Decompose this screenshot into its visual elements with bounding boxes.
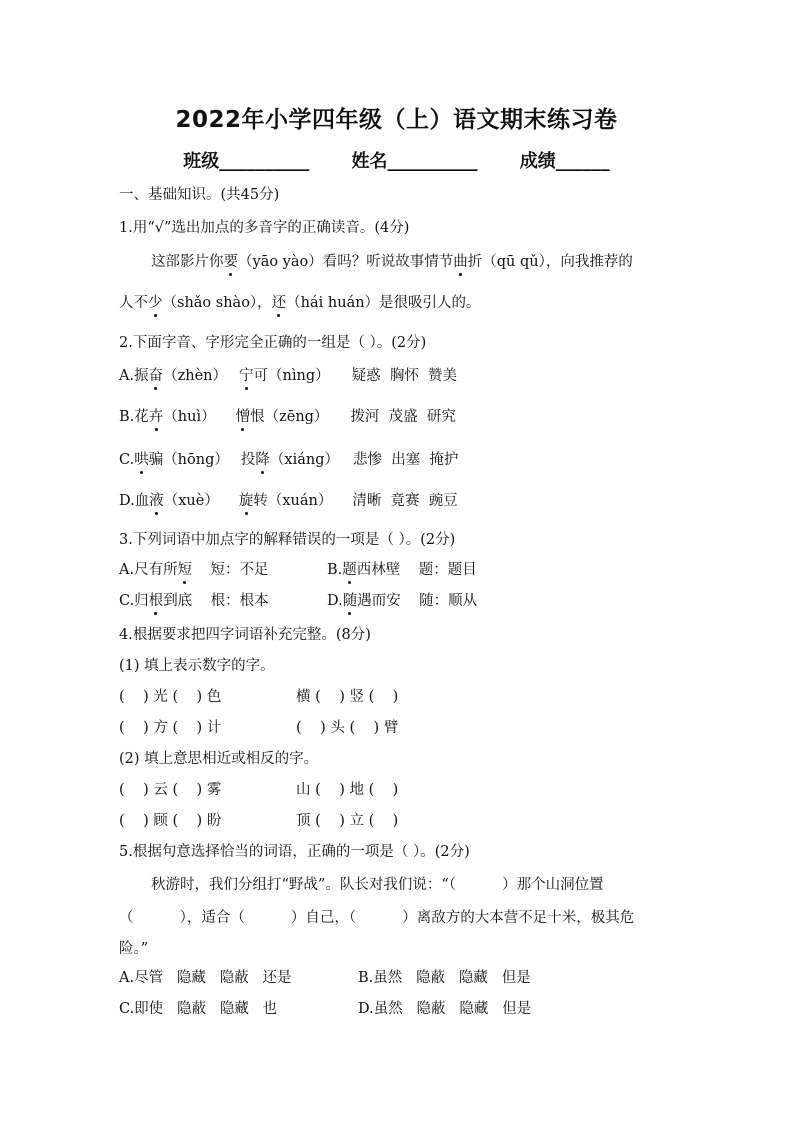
q3-option-d[interactable]: D.随遇而安 随：顺从 [327, 589, 477, 610]
q4-blank-row4-left[interactable]: ( ) 顾 ( ) 盼 [119, 813, 222, 829]
q5-paragraph-line2: （ ），适合（ ）自己，（ ）离敌方的大本营不足十米，极其危 [119, 910, 635, 926]
q5-option-d[interactable]: D.虽然 隐蔽 隐藏 但是 [358, 1001, 532, 1017]
q5-stem: 5.根据句意选择恰当的词语，正确的一项是（ ）。(2分) [119, 844, 470, 860]
dotted-char: 题 [342, 558, 357, 579]
q5-paragraph-line3: 险。” [119, 941, 149, 957]
q2-stem: 2.下面字音、字形完全正确的一组是（ ）。(2分) [119, 335, 427, 351]
q4-blank-row2-right[interactable]: ( ) 头 ( ) 臂 [296, 720, 399, 736]
dotted-char: 宁 [239, 364, 254, 385]
dotted-char: 哄 [134, 448, 149, 469]
q4-stem: 4.根据要求把四字词语补充完整。(8分) [119, 627, 371, 643]
q3-option-c[interactable]: C.归根到底 根：根本 [119, 589, 269, 610]
dotted-char: 曲 [453, 250, 468, 271]
student-info-row [0, 147, 793, 173]
section-heading: 一、基础知识。(共45分) [119, 187, 280, 203]
dotted-char: 旋 [239, 489, 254, 510]
q5-option-c[interactable]: C.即使 隐蔽 隐藏 也 [119, 1001, 278, 1017]
q1-stem: 1.用“√”选出加点的多音字的正确读音。(4分) [119, 220, 410, 236]
dotted-char: 液 [149, 489, 164, 510]
dotted-char: 要 [224, 250, 239, 271]
score-field[interactable]: 成绩______ [519, 151, 610, 172]
q3-option-b[interactable]: B.题西林壁 题：题目 [327, 558, 477, 579]
exam-title: 2022年小学四年级（上）语文期末练习卷 [175, 107, 618, 133]
q4-sub2: (2) 填上意思相近或相反的字。 [119, 751, 319, 767]
q2-option-b[interactable]: B.花卉（huì） 憎恨（zēng） 拨河 茂盛 研究 [119, 405, 456, 426]
q4-blank-row1-left[interactable]: ( ) 光 ( ) 色 [119, 689, 222, 705]
dotted-char: 降 [255, 448, 270, 469]
q5-option-b[interactable]: B.虽然 隐蔽 隐藏 但是 [358, 970, 531, 986]
dotted-char: 憎 [236, 405, 251, 426]
dotted-char: 卉 [149, 405, 164, 426]
q5-paragraph-line1: 秋游时，我们分组打“野战”。队长对我们说：“（ ）那个山洞位置 [151, 877, 604, 893]
q4-blank-row3-left[interactable]: ( ) 云 ( ) 雾 [119, 782, 222, 798]
q2-option-a[interactable]: A.振奋（zhèn） 宁可（nìng） 疑惑 胸怀 赞美 [119, 364, 457, 385]
q3-option-a[interactable]: A.尺有所短 短：不足 [119, 558, 269, 579]
q2-option-c[interactable]: C.哄骗（hōng） 投降（xiáng） 悲惨 出塞 掩护 [119, 448, 458, 469]
class-field[interactable]: 班级__________ [183, 151, 310, 172]
q4-blank-row4-right[interactable]: 顶 ( ) 立 ( ) [296, 813, 399, 829]
q1-paragraph-line1: 这部影片你要（yāo yào）看吗？听说故事情节曲折（qū qǔ），向我推荐的 [151, 250, 633, 271]
q3-stem: 3.下列词语中加点字的解释错误的一项是（ ）。(2分) [119, 532, 456, 548]
q4-blank-row2-left[interactable]: ( ) 方 ( ) 计 [119, 720, 222, 736]
q4-blank-row1-right[interactable]: 横 ( ) 竖 ( ) [296, 689, 399, 705]
dotted-char: 随 [343, 589, 358, 610]
dotted-char: 奋 [149, 364, 164, 385]
name-field[interactable]: 姓名__________ [351, 151, 478, 172]
q2-option-d[interactable]: D.血液（xuè） 旋转（xuán） 清晰 竟赛 豌豆 [119, 489, 458, 510]
dotted-char: 还 [272, 291, 287, 312]
q5-option-a[interactable]: A.尽管 隐藏 隐蔽 还是 [119, 970, 292, 986]
q4-blank-row3-right[interactable]: 山 ( ) 地 ( ) [296, 782, 399, 798]
dotted-char: 短 [178, 558, 193, 579]
q1-paragraph-line2: 人不少（shǎo shào），还（hái huán）是很吸引人的。 [119, 291, 481, 312]
dotted-char: 根 [149, 589, 164, 610]
q4-sub1: (1) 填上表示数字的字。 [119, 658, 275, 674]
dotted-char: 少 [148, 291, 163, 312]
